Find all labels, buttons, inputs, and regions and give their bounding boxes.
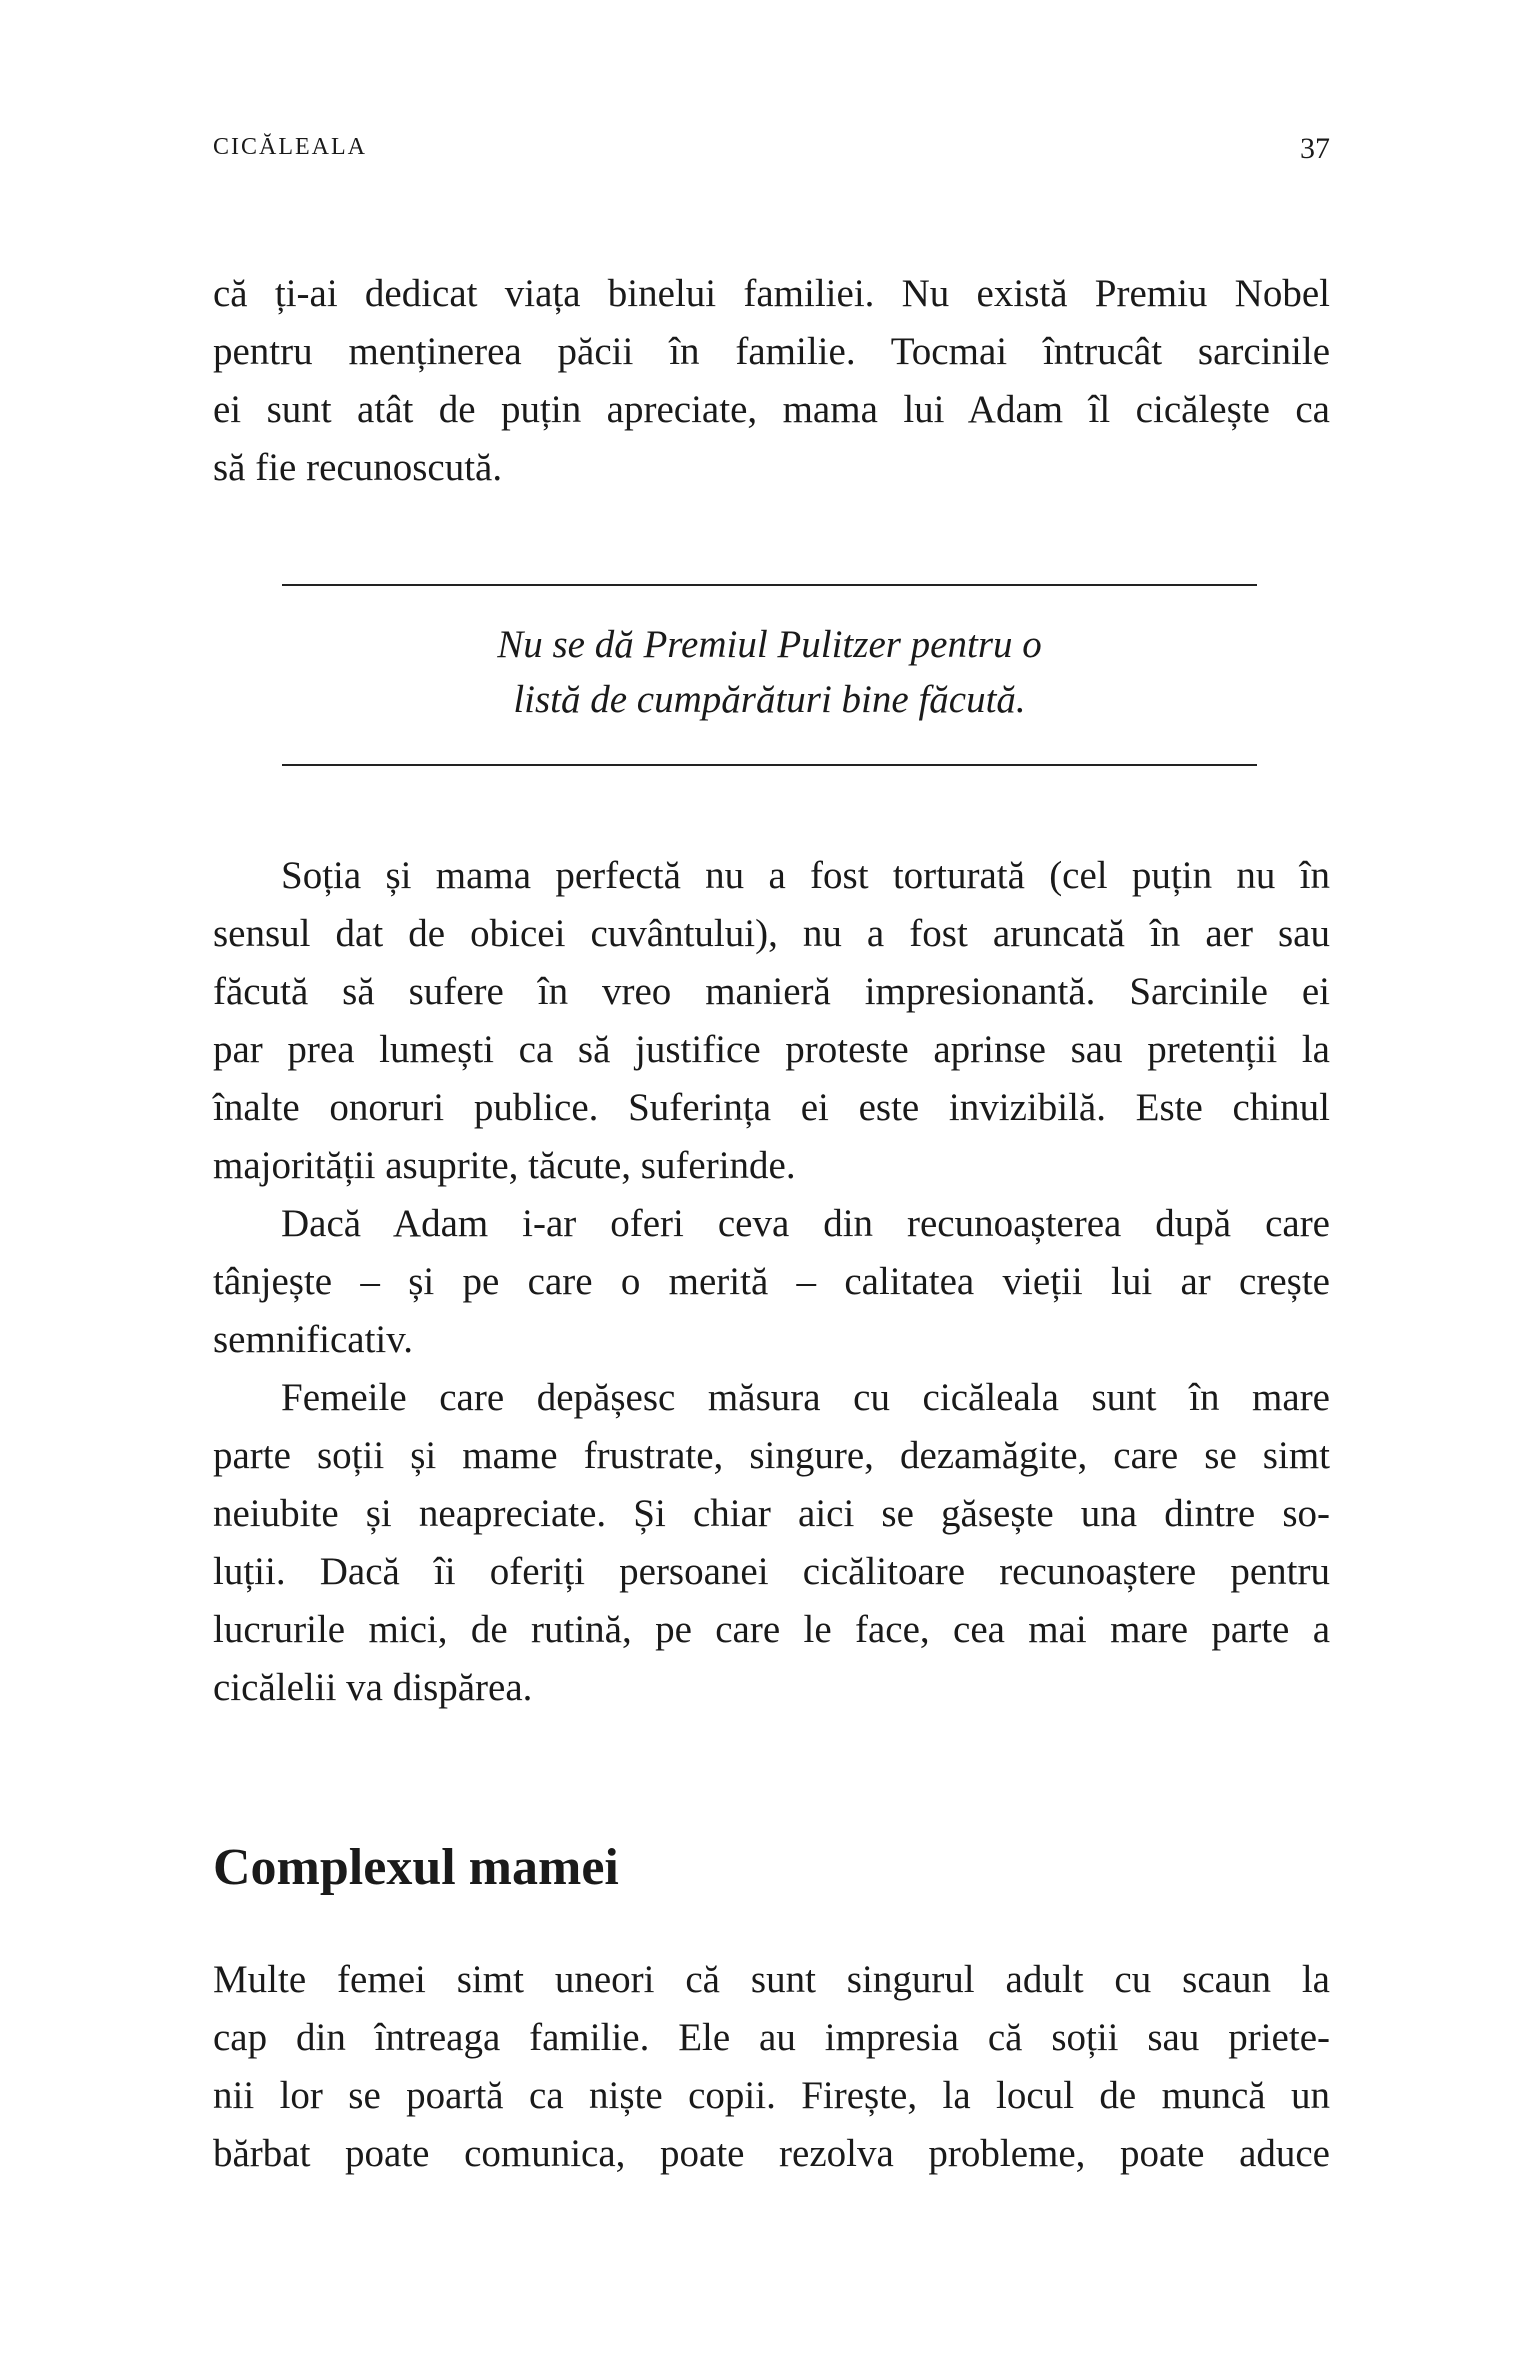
text-line: lucrurile mici, de rutină, pe care le face, cea mai mare parte a	[213, 1608, 1330, 1651]
pull-quote	[282, 617, 1257, 727]
text-line: Dacă Adam i-ar oferi ceva din recunoașterea după care	[281, 1202, 1330, 1245]
paragraph-1	[213, 265, 1330, 497]
text-line: neiubite și neapreciate. Și chiar aici se găsește una dintre so-	[213, 1492, 1330, 1535]
text-line: cicălelii va dispărea.	[213, 1666, 533, 1709]
quote-bottom-rule	[282, 764, 1257, 766]
text-line: sensul dat de obicei cuvântului), nu a fost aruncată în aer sau	[213, 912, 1330, 955]
text-line: Femeile care depășesc măsura cu cicăleala sunt în mare	[281, 1376, 1330, 1419]
quote-top-rule	[282, 584, 1257, 586]
paragraph-5	[213, 1951, 1330, 2183]
text-line: Soția și mama perfectă nu a fost torturată (cel puțin nu în	[281, 854, 1330, 897]
text-line: par prea lumești ca să justifice proteste aprinse sau pretenții la	[213, 1028, 1330, 1071]
text-line: majorității asuprite, tăcute, suferinde.	[213, 1144, 796, 1187]
text-line: că ți-ai dedicat viața binelui familiei. Nu există Premiu Nobel	[213, 272, 1330, 315]
running-head: CICĂLEALA	[213, 134, 367, 160]
quote-line: listă de cumpărături bine făcută.	[513, 678, 1026, 721]
body-paragraphs	[213, 847, 1330, 1717]
text-line: nii lor se poartă ca niște copii. Firește, la locul de muncă un	[213, 2074, 1330, 2117]
text-line: ei sunt atât de puțin apreciate, mama lui Adam îl cicălește ca	[213, 388, 1330, 431]
quote-line: Nu se dă Premiul Pulitzer pentru o	[497, 623, 1042, 666]
text-line: înalte onoruri publice. Suferința ei este invizibilă. Este chinul	[213, 1086, 1330, 1129]
text-line: parte soții și mame frustrate, singure, dezamăgite, care se simt	[213, 1434, 1330, 1477]
text-line: să fie recunoscută.	[213, 446, 503, 489]
text-line: bărbat poate comunica, poate rezolva probleme, poate aduce	[213, 2132, 1330, 2175]
text-line: făcută să sufere în vreo manieră impresionantă. Sarcinile ei	[213, 970, 1330, 1013]
text-line: luții. Dacă îi oferiți persoanei cicălitoare recunoaștere pentru	[213, 1550, 1330, 1593]
text-line: pentru menținerea păcii în familie. Tocmai întrucât sarcinile	[213, 330, 1330, 373]
section-heading: Complexul mamei	[213, 1839, 619, 1896]
text-line: Multe femei simt uneori că sunt singurul adult cu scaun la	[213, 1958, 1330, 2001]
text-line: semnificativ.	[213, 1318, 413, 1361]
text-line: cap din întreaga familie. Ele au impresia că soții sau priete-	[213, 2016, 1330, 2059]
page-number: 37	[1300, 132, 1330, 165]
text-line: tânjește – și pe care o merită – calitatea vieții lui ar crește	[213, 1260, 1330, 1303]
